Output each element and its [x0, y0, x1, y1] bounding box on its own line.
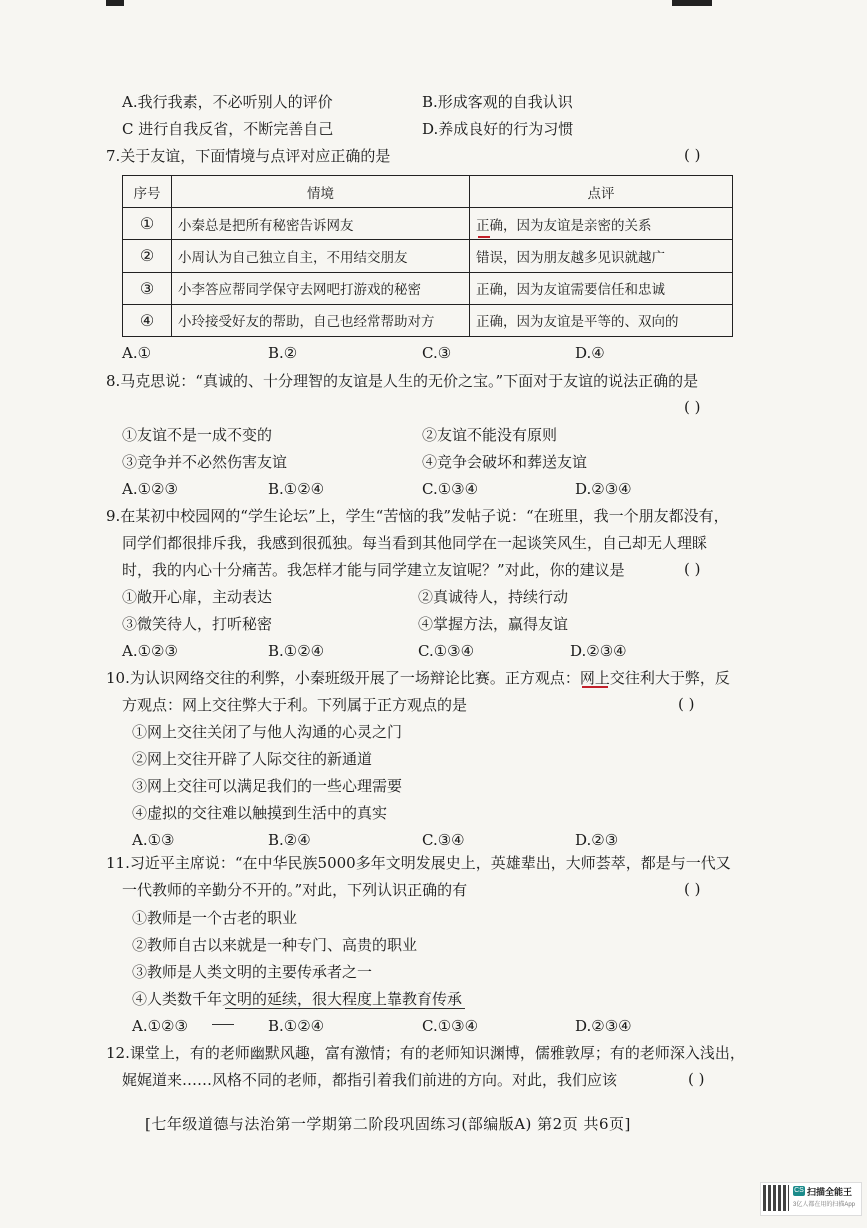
row-situation: 小玲接受好友的帮助，自己也经常帮助对方: [172, 304, 470, 336]
pencil-dash: [212, 1024, 234, 1025]
q7-table: [122, 175, 733, 337]
q10-option-b: B.②④: [268, 831, 311, 849]
q8-item-4: ④竞争会破坏和葬送友谊: [422, 453, 588, 471]
q9-option-d: D.②③④: [570, 642, 627, 660]
q11-option-d: D.②③④: [575, 1017, 632, 1035]
q7-answer-paren: ( ): [684, 146, 701, 164]
pencil-underline: [225, 1008, 465, 1009]
q11-option-b: B.①②④: [268, 1017, 325, 1035]
q12-stem-line-2: 娓娓道来……风格不同的老师，都指引着我们前进的方向。对此，我们应该: [122, 1071, 618, 1089]
q7-option-d: D.④: [575, 344, 605, 362]
q11-stem-line-1: 11.习近平主席说：“在中华民族5000多年文明发展史上，英雄辈出，大师荟萃，都是与一代又: [106, 854, 731, 872]
q9-stem-line-3: 时，我的内心十分痛苦。我怎样才能与同学建立友谊呢？”对此，你的建议是: [122, 561, 625, 579]
q7-option-a: A.①: [122, 344, 152, 362]
q8-item-1: ①友谊不是一成不变的: [122, 426, 273, 444]
cs-logo-icon: CS: [794, 1187, 804, 1194]
red-pen-underline: [582, 686, 608, 688]
row-num: ④: [123, 304, 172, 336]
row-situation: 小秦总是把所有秘密告诉网友: [172, 208, 470, 240]
q11-item-4: ④人类数千年文明的延续，很大程度上靠教育传承: [132, 990, 463, 1008]
q10-item-2: ②网上交往开辟了人际交往的新通道: [132, 750, 373, 768]
q9-option-a: A.①②③: [122, 642, 178, 660]
q7-option-b: B.②: [268, 344, 298, 362]
q10-item-3: ③网上交往可以满足我们的一些心理需要: [132, 777, 403, 795]
table-row: [123, 240, 733, 272]
q10-option-d: D.②③: [575, 831, 619, 849]
header-comment: 点评: [470, 176, 733, 208]
row-comment: 正确，因为友谊需要信任和忠诚: [470, 272, 733, 304]
table-row: [123, 208, 733, 240]
q12-answer-paren: ( ): [688, 1070, 705, 1088]
scanner-watermark: [760, 1182, 862, 1216]
q9-option-c: C.①③④: [418, 642, 475, 660]
row-num: ①: [123, 208, 172, 240]
header-num: 序号: [123, 176, 172, 208]
q7-table-header: [123, 176, 733, 208]
q8-stem: 8.马克思说：“真诚的、十分理智的友谊是人生的无价之宝。”下面对于友谊的说法正确的是: [106, 372, 699, 390]
top-crop-mark-right: [672, 0, 712, 6]
q6-option-c: C 进行自我反省，不断完善自己: [122, 120, 334, 138]
q9-stem-line-1: 9.在某初中校园网的“学生论坛”上，学生“苦恼的我”发帖子说：“在班里，我一个朋友都没有，: [106, 507, 729, 525]
q9-stem-line-2: 同学们都很排斥我，我感到很孤独。每当看到其他同学在一起谈笑风生，自己却无人理睬: [122, 534, 708, 552]
q9-item-1: ①敞开心扉，主动表达: [122, 588, 273, 606]
page-footer: [七年级道德与法治第一学期第二阶段巩固练习(部编版A) 第2页 共6页]: [145, 1115, 631, 1133]
q9-item-3: ③微笑待人，打听秘密: [122, 615, 273, 633]
q11-item-1: ①教师是一个古老的职业: [132, 909, 298, 927]
q11-item-3: ③教师是人类文明的主要传承者之一: [132, 963, 373, 981]
q9-item-2: ②真诚待人，持续行动: [418, 588, 569, 606]
q8-option-d: D.②③④: [575, 480, 632, 498]
row-num: ③: [123, 272, 172, 304]
q8-item-2: ②友谊不能没有原则: [422, 426, 558, 444]
q10-answer-paren: ( ): [678, 695, 695, 713]
red-pen-mark: [478, 236, 490, 238]
q10-option-a: A.①③: [132, 831, 175, 849]
q11-item-2: ②教师自古以来就是一种专门、高贵的职业: [132, 936, 418, 954]
q7-option-c: C.③: [422, 344, 452, 362]
q10-item-1: ①网上交往关闭了与他人沟通的心灵之门: [132, 723, 403, 741]
qr-code-icon: [763, 1185, 789, 1211]
q10-stem-line-2: 方观点：网上交往弊大于利。下列属于正方观点的是: [122, 696, 468, 714]
q9-answer-paren: ( ): [684, 560, 701, 578]
q8-item-3: ③竞争并不必然伤害友谊: [122, 453, 288, 471]
table-row: [123, 272, 733, 304]
scanner-name: 扫描全能王: [807, 1187, 853, 1197]
q10-stem-line-1: 10.为认识网络交往的利弊，小秦班级开展了一场辩论比赛。正方观点：网上交往利大于弊，反: [106, 669, 730, 687]
q8-answer-paren: ( ): [684, 398, 701, 416]
q11-option-c: C.①③④: [422, 1017, 479, 1035]
row-comment: 正确，因为友谊是平等的、双向的: [470, 304, 733, 336]
q10-item-4: ④虚拟的交往难以触摸到生活中的真实: [132, 804, 388, 822]
q9-item-4: ④掌握方法，赢得友谊: [418, 615, 569, 633]
row-situation: 小李答应帮同学保守去网吧打游戏的秘密: [172, 272, 470, 304]
table-row: [123, 304, 733, 336]
q8-option-a: A.①②③: [122, 480, 178, 498]
row-situation: 小周认为自己独立自主，不用结交朋友: [172, 240, 470, 272]
row-comment: 错误，因为朋友越多见识就越广: [470, 240, 733, 272]
header-situation: 情境: [172, 176, 470, 208]
q6-option-d: D.养成良好的行为习惯: [422, 120, 574, 138]
q11-answer-paren: ( ): [684, 880, 701, 898]
q7-stem: 7.关于友谊，下面情境与点评对应正确的是: [106, 147, 391, 165]
q8-option-c: C.①③④: [422, 480, 479, 498]
scanner-tagline: 3亿人都在用的扫描App: [793, 1202, 856, 1208]
q11-option-a: A.①②③: [132, 1017, 188, 1035]
q12-stem-line-1: 12.课堂上，有的老师幽默风趣，富有激情；有的老师知识渊博，儒雅敦厚；有的老师深入浅出，: [106, 1044, 745, 1062]
q6-option-a: A.我行我素，不必听别人的评价: [122, 93, 333, 111]
row-num: ②: [123, 240, 172, 272]
top-crop-mark-left: [106, 0, 124, 6]
q8-option-b: B.①②④: [268, 480, 325, 498]
q9-option-b: B.①②④: [268, 642, 325, 660]
q6-option-b: B.形成客观的自我认识: [422, 93, 573, 111]
row-comment: 正确，因为友谊是亲密的关系: [470, 208, 733, 240]
q11-stem-line-2: 一代教师的辛勤分不开的。”对此，下列认识正确的有: [122, 881, 468, 899]
q10-option-c: C.③④: [422, 831, 465, 849]
